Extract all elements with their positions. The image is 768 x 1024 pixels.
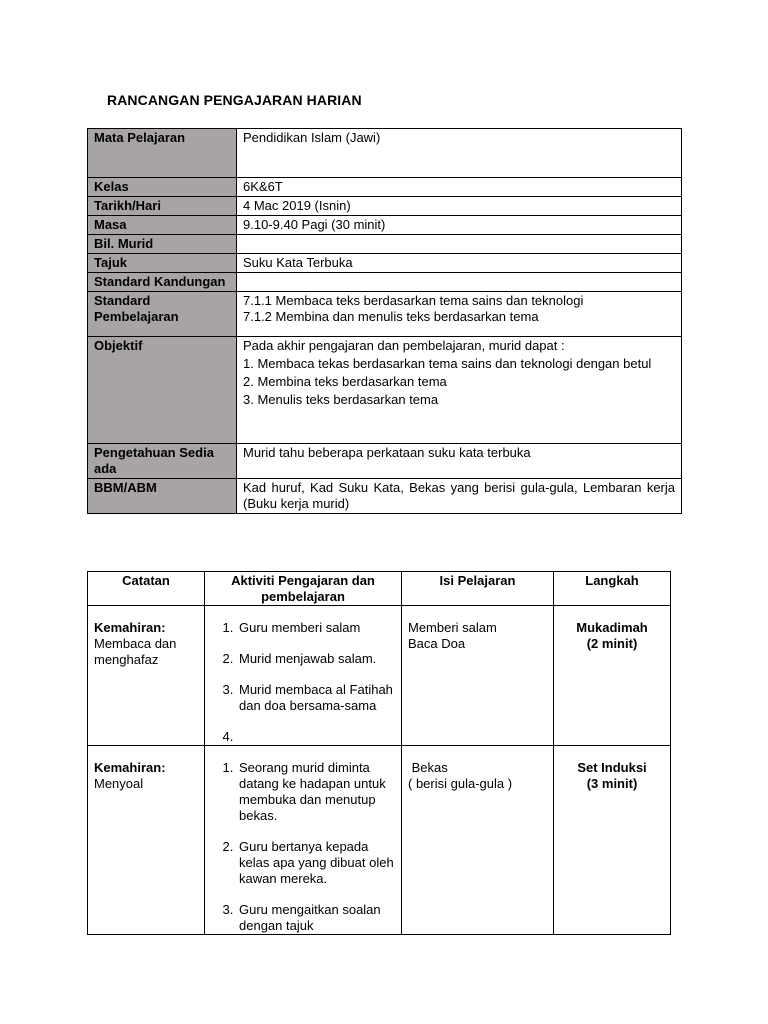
- activity-table: [87, 571, 671, 935]
- lesson-info-table: [87, 128, 682, 514]
- row-bbm: BBM/ABM Kad huruf, Kad Suku Kata, Bekas yang berisi gula-gula, Lembaran kerja (Buku kerja murid): [88, 479, 682, 514]
- activity-row-mukadimah: Kemahiran: Membaca dan menghafaz 1. Guru memberi salam 2. Murid menjawab salam. 3. Murid membaca al Fatihah dan doa bersama-sama 4. Memberi salam Baca Doa Mukadimah (2 minit): [88, 606, 671, 746]
- row-kelas: Kelas 6K&6T: [88, 178, 682, 197]
- row-tajuk: Tajuk Suku Kata Terbuka: [88, 254, 682, 273]
- row-standard-pembelajaran: Standard Pembelajaran 7.1.1 Membaca teks berdasarkan tema sains dan teknologi 7.1.2 Membina dan menulis teks berdasarkan tema: [88, 292, 682, 337]
- page-title: RANCANGAN PENGAJARAN HARIAN: [107, 92, 362, 108]
- row-bil-murid: Bil. Murid: [88, 235, 682, 254]
- row-mata-pelajaran: Mata Pelajaran Pendidikan Islam (Jawi): [88, 129, 682, 178]
- activity-steps: 1. Seorang murid diminta datang ke hadapan untuk membuka dan menutup bekas. 2. Guru bertanya kepada kelas apa yang dibuat oleh kawan mereka. 3. Guru mengaitkan soalan dengan tajuk: [211, 760, 395, 934]
- activity-steps: 1. Guru memberi salam 2. Murid menjawab salam. 3. Murid membaca al Fatihah dan doa bersama-sama 4.: [211, 620, 395, 745]
- row-pengetahuan: Pengetahuan Sedia ada Murid tahu beberapa perkataan suku kata terbuka: [88, 444, 682, 479]
- activity-row-set-induksi: Kemahiran: Menyoal 1. Seorang murid diminta datang ke hadapan untuk membuka dan menutup bekas. 2. Guru bertanya kepada kelas apa yang dibuat oleh kawan mereka. 3. Guru mengaitkan soalan dengan tajuk Bekas ( berisi gula-gula ) Set Induksi (3 minit): [88, 746, 671, 935]
- activity-header-row: Catatan Aktiviti Pengajaran dan pembelajaran Isi Pelajaran Langkah: [88, 572, 671, 606]
- row-tarikh: Tarikh/Hari 4 Mac 2019 (Isnin): [88, 197, 682, 216]
- row-objektif: Objektif Pada akhir pengajaran dan pembelajaran, murid dapat : 1. Membaca tekas berdasarkan tema sains dan teknologi dengan betul 2. Membina teks berdasarkan tema 3. Menulis teks berdasarkan tema: [88, 337, 682, 444]
- row-standard-kandungan: Standard Kandungan: [88, 273, 682, 292]
- row-masa: Masa 9.10-9.40 Pagi (30 minit): [88, 216, 682, 235]
